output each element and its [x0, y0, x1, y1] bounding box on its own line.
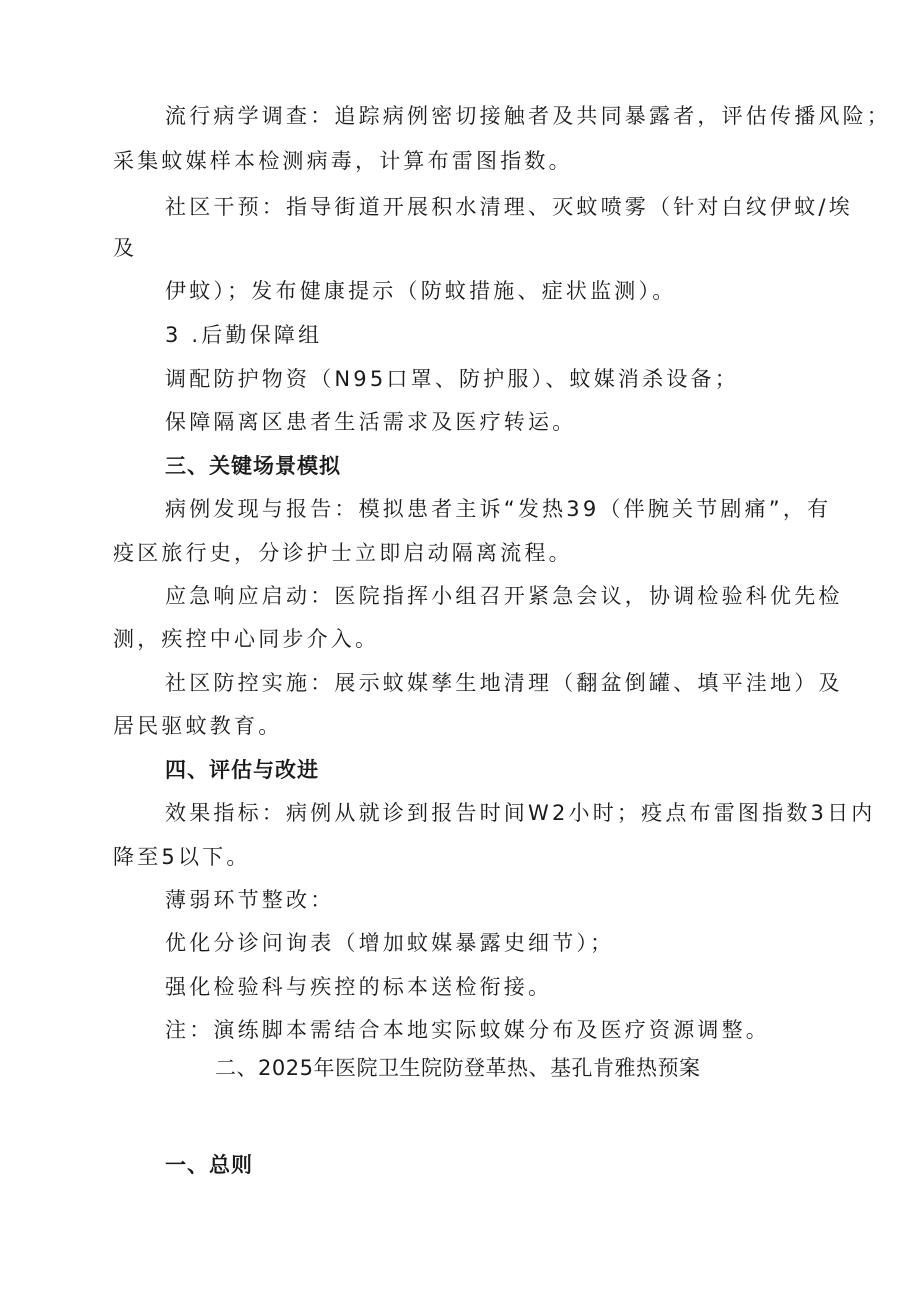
paragraph-line: 调配防护物资（N95口罩、防护服）、蚊媒消杀设备； [165, 367, 739, 391]
paragraph-line: 测，疾控中心同步介入。 [113, 627, 380, 651]
paragraph-line: 保障隔离区患者生活需求及医疗转运。 [165, 410, 577, 434]
section-heading: 一、总则 [165, 1153, 253, 1177]
paragraph-line: 伊蚊）；发布健康提示（防蚊措施、症状监测）。 [165, 279, 677, 303]
paragraph-line: 采集蚊媒样本检测病毒，计算布雷图指数。 [113, 149, 573, 173]
paragraph-line: 效果指标：病例从就诊到报告时间W2小时；疫点布雷图指数3日内 [165, 801, 876, 825]
paragraph-line: 疫区旅行史，分诊护士立即启动隔离流程。 [113, 541, 573, 565]
section-heading: 四、评估与改进 [165, 758, 319, 782]
paragraph-line: 社区干预：指导街道开展积水清理、灭蚊喷雾（针对白纹伊蚊/埃 [165, 195, 853, 219]
paragraph-line: 薄弱环节整改： [165, 888, 335, 912]
paragraph-line: 及 [113, 236, 138, 260]
paragraph-line: 强化检验科与疾控的标本送检衔接。 [165, 975, 553, 999]
document-title: 二、2025年医院卫生院防登革热、基孔肯雅热预案 [215, 1056, 701, 1080]
paragraph-line: 病例发现与报告：模拟患者主诉“发热39（伴腕关节剧痛”，有 [165, 497, 832, 521]
paragraph-line: 优化分诊问询表（增加蚊媒暴露史细节）； [165, 931, 615, 955]
paragraph-line: 应急响应启动：医院指挥小组召开紧急会议，协调检验科优先检 [165, 584, 843, 608]
paragraph-line: 居民驱蚊教育。 [113, 714, 283, 738]
section-heading: 三、关键场景模拟 [165, 454, 341, 478]
subsection-heading: 3 .后勤保障组 [165, 323, 323, 347]
paragraph-line: 流行病学调查：追踪病例密切接触者及共同暴露者，评估传播风险； [165, 104, 891, 128]
paragraph-line: 降至5以下。 [113, 845, 251, 869]
paragraph-line: 社区防控实施：展示蚊媒孳生地清理（翻盆倒罐、填平洼地）及 [165, 671, 843, 695]
note-line: 注：演练脚本需结合本地实际蚊媒分布及医疗资源调整。 [165, 1018, 770, 1042]
